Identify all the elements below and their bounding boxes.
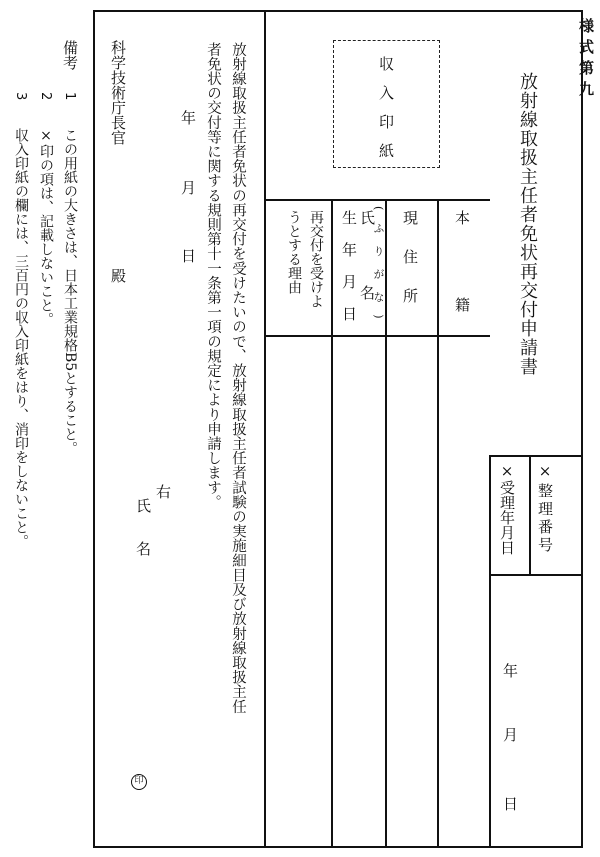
body-text: 者免状の交付等に関する規則第十一条第一項の規定により申請します。 (205, 42, 221, 510)
field-grid-line (437, 200, 439, 848)
field-label-honseki: 本籍 (453, 210, 471, 384)
body-text: 放射線取扱主任者免状の再交付を受けたいので、放射線取扱主任者試験の実施細目及び放射線取扱主任 (230, 42, 246, 714)
office-number-label: ×整理番号 (536, 462, 554, 555)
divider-line (264, 10, 266, 848)
applicant-name-label: 氏名 (134, 498, 152, 584)
date-day: 日 (179, 248, 197, 263)
date-month: 月 (179, 180, 197, 195)
date-year: 年 (179, 110, 197, 125)
field-grid-line (331, 200, 333, 848)
office-date-label: ×受理年月日 (498, 462, 516, 555)
office-date-month: 月 (501, 727, 519, 742)
addressee-honorific: 殿 (109, 268, 127, 283)
seal-mark: 印 (131, 774, 147, 790)
note-number: 3 (13, 92, 28, 101)
note-text: この用紙の大きさは、日本工業規格B5とすること。 (62, 128, 78, 456)
office-box-line (489, 455, 491, 848)
office-box-line (489, 455, 583, 457)
form-title: 放射線取扱主任者免状再交付申請書 (517, 72, 538, 376)
field-label-name: 氏名 (358, 210, 376, 360)
office-box-line (489, 574, 583, 576)
addressee-office: 科学技術庁長官 (109, 40, 127, 145)
field-label-reason: 再交付を受けよ (308, 210, 324, 308)
applicant-right: 右 (154, 484, 172, 499)
field-label-address: 現住所 (401, 210, 419, 327)
field-label-furigana: (ふりがな) (372, 206, 385, 331)
notes-label: 備考 (61, 40, 79, 70)
form-number-label: 様式第九 (577, 18, 595, 102)
note-text: ×印の項は、記載しないこと。 (38, 128, 54, 326)
note-number: 2 (38, 92, 53, 101)
note-number: 1 (62, 92, 77, 101)
field-grid-line (266, 199, 490, 201)
note-text: 収入印紙の欄には、三百円の収入印紙をはり、消印をしないこと。 (13, 128, 29, 548)
office-date-day: 日 (501, 796, 519, 811)
field-label-birthdate: 生年月日 (340, 210, 358, 338)
field-label-reason: うとする理由 (286, 210, 302, 294)
office-box-line (529, 455, 531, 575)
office-date-year: 年 (501, 663, 519, 678)
revenue-stamp-label: 収入印紙 (377, 56, 395, 172)
